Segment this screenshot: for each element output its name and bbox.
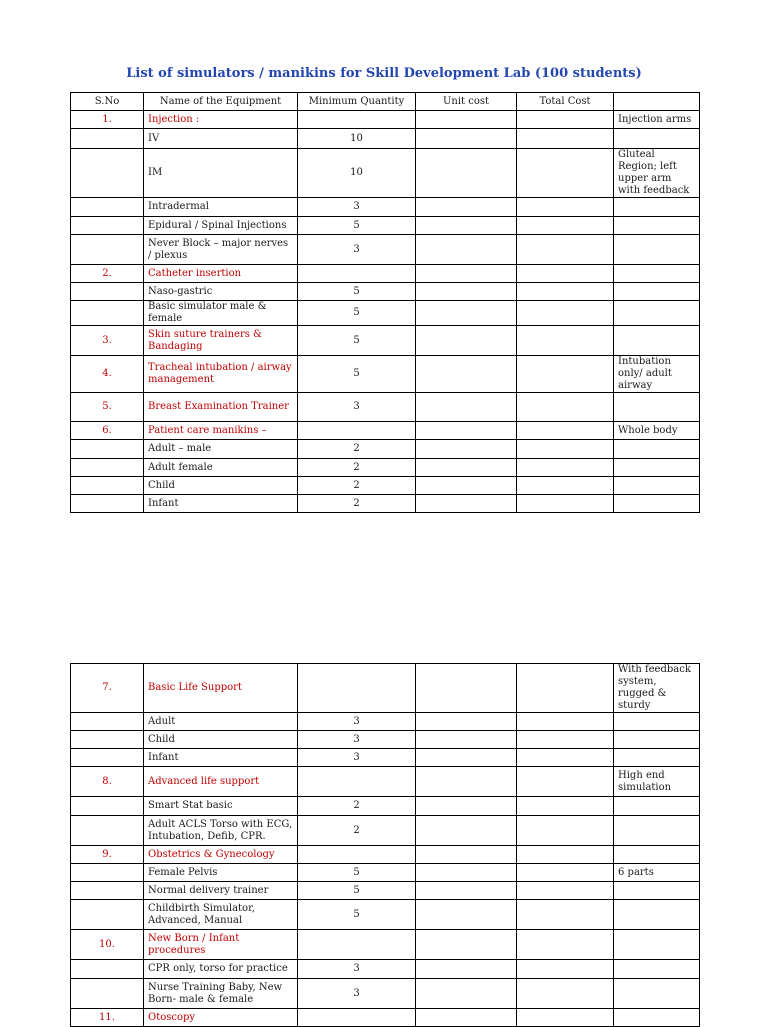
- equipment-name-cell: Basic Life Support: [144, 664, 298, 713]
- unit-cost-cell: [416, 900, 517, 930]
- table-row: [71, 664, 700, 713]
- sno-cell: [71, 960, 144, 979]
- equipment-name-cell: Injection :: [144, 111, 298, 129]
- min-quantity-cell: 3: [298, 198, 416, 217]
- equipment-name-cell: Epidural / Spinal Injections: [144, 217, 298, 235]
- equipment-name-cell: Adult female: [144, 459, 298, 477]
- min-quantity-cell: 5: [298, 217, 416, 235]
- table-row: [71, 283, 700, 301]
- total-cost-cell: [517, 265, 614, 283]
- min-quantity-cell: [298, 422, 416, 440]
- equipment-name-cell: Breast Examination Trainer: [144, 393, 298, 422]
- sno-cell: [71, 440, 144, 459]
- sno-cell: [71, 900, 144, 930]
- sno-cell: 8.: [71, 767, 144, 797]
- table-row: [71, 356, 700, 393]
- total-cost-cell: [517, 283, 614, 301]
- remarks-cell: [614, 900, 700, 930]
- unit-cost-cell: [416, 960, 517, 979]
- remarks-cell: Whole body: [614, 422, 700, 440]
- equipment-name-cell: Adult: [144, 713, 298, 731]
- total-cost-cell: [517, 930, 614, 960]
- sno-cell: 5.: [71, 393, 144, 422]
- equipment-name-cell: Smart Stat basic: [144, 797, 298, 816]
- remarks-cell: [614, 797, 700, 816]
- header-row: [71, 93, 700, 111]
- total-cost-cell: [517, 111, 614, 129]
- min-quantity-cell: [298, 846, 416, 864]
- header-total-cost: Total Cost: [517, 93, 614, 111]
- sno-cell: [71, 129, 144, 149]
- unit-cost-cell: [416, 495, 517, 513]
- unit-cost-cell: [416, 459, 517, 477]
- unit-cost-cell: [416, 816, 517, 846]
- total-cost-cell: [517, 477, 614, 495]
- sno-cell: [71, 459, 144, 477]
- total-cost-cell: [517, 149, 614, 198]
- table-row: [71, 864, 700, 882]
- total-cost-cell: [517, 864, 614, 882]
- header-sno: S.No: [71, 93, 144, 111]
- equipment-name-cell: Tracheal intubation / airway management: [144, 356, 298, 393]
- unit-cost-cell: [416, 864, 517, 882]
- table-row: [71, 265, 700, 283]
- equipment-name-cell: Catheter insertion: [144, 265, 298, 283]
- sno-cell: 6.: [71, 422, 144, 440]
- table-row: [71, 111, 700, 129]
- remarks-cell: [614, 816, 700, 846]
- equipment-name-cell: Basic simulator male & female: [144, 301, 298, 326]
- equipment-name-cell: Patient care manikins –: [144, 422, 298, 440]
- header-min-quantity: Minimum Quantity: [298, 93, 416, 111]
- unit-cost-cell: [416, 749, 517, 767]
- min-quantity-cell: 2: [298, 797, 416, 816]
- remarks-cell: [614, 283, 700, 301]
- equipment-name-cell: Advanced life support: [144, 767, 298, 797]
- sno-cell: [71, 797, 144, 816]
- remarks-cell: [614, 882, 700, 900]
- sno-cell: 2.: [71, 265, 144, 283]
- remarks-cell: [614, 713, 700, 731]
- table-row: [71, 816, 700, 846]
- min-quantity-cell: 10: [298, 149, 416, 198]
- min-quantity-cell: [298, 767, 416, 797]
- sno-cell: [71, 217, 144, 235]
- total-cost-cell: [517, 459, 614, 477]
- header-equipment: Name of the Equipment: [144, 93, 298, 111]
- equipment-name-cell: IV: [144, 129, 298, 149]
- equipment-name-cell: Female Pelvis: [144, 864, 298, 882]
- min-quantity-cell: 3: [298, 979, 416, 1009]
- sno-cell: 7.: [71, 664, 144, 713]
- table-row: [71, 459, 700, 477]
- remarks-cell: [614, 477, 700, 495]
- total-cost-cell: [517, 664, 614, 713]
- table-1-body: [71, 111, 700, 513]
- equipment-table-1: [70, 92, 700, 513]
- remarks-cell: [614, 198, 700, 217]
- table-row: [71, 495, 700, 513]
- remarks-cell: [614, 393, 700, 422]
- total-cost-cell: [517, 326, 614, 356]
- unit-cost-cell: [416, 129, 517, 149]
- table-row: [71, 422, 700, 440]
- table-row: [71, 477, 700, 495]
- equipment-name-cell: Childbirth Simulator, Advanced, Manual: [144, 900, 298, 930]
- min-quantity-cell: 2: [298, 477, 416, 495]
- total-cost-cell: [517, 393, 614, 422]
- sno-cell: [71, 198, 144, 217]
- total-cost-cell: [517, 767, 614, 797]
- sno-cell: [71, 495, 144, 513]
- remarks-cell: [614, 960, 700, 979]
- min-quantity-cell: [298, 111, 416, 129]
- total-cost-cell: [517, 797, 614, 816]
- unit-cost-cell: [416, 882, 517, 900]
- remarks-cell: [614, 731, 700, 749]
- remarks-cell: 6 parts: [614, 864, 700, 882]
- header-remarks: [614, 93, 700, 111]
- equipment-name-cell: Naso-gastric: [144, 283, 298, 301]
- remarks-cell: Injection arms: [614, 111, 700, 129]
- equipment-name-cell: Child: [144, 477, 298, 495]
- min-quantity-cell: 2: [298, 440, 416, 459]
- table-row: [71, 960, 700, 979]
- unit-cost-cell: [416, 283, 517, 301]
- sno-cell: 3.: [71, 326, 144, 356]
- total-cost-cell: [517, 217, 614, 235]
- min-quantity-cell: 5: [298, 882, 416, 900]
- table-row: [71, 882, 700, 900]
- sno-cell: [71, 864, 144, 882]
- min-quantity-cell: 3: [298, 749, 416, 767]
- remarks-cell: Gluteal Region; left upper arm with feedback: [614, 149, 700, 198]
- remarks-cell: [614, 979, 700, 1009]
- sno-cell: [71, 149, 144, 198]
- min-quantity-cell: 5: [298, 301, 416, 326]
- total-cost-cell: [517, 235, 614, 265]
- total-cost-cell: [517, 749, 614, 767]
- equipment-name-cell: Infant: [144, 749, 298, 767]
- equipment-name-cell: Skin suture trainers & Bandaging: [144, 326, 298, 356]
- table-row: [71, 149, 700, 198]
- sno-cell: [71, 301, 144, 326]
- min-quantity-cell: 3: [298, 731, 416, 749]
- remarks-cell: [614, 129, 700, 149]
- remarks-cell: [614, 326, 700, 356]
- min-quantity-cell: 5: [298, 864, 416, 882]
- total-cost-cell: [517, 301, 614, 326]
- table-row: [71, 235, 700, 265]
- equipment-table-2: [70, 663, 700, 1027]
- unit-cost-cell: [416, 149, 517, 198]
- table-2-body: [71, 664, 700, 1027]
- min-quantity-cell: 5: [298, 326, 416, 356]
- total-cost-cell: [517, 495, 614, 513]
- document-title: List of simulators / manikins for Skill Development Lab (100 students): [126, 66, 642, 81]
- equipment-name-cell: Intradermal: [144, 198, 298, 217]
- min-quantity-cell: 5: [298, 356, 416, 393]
- table-row: [71, 900, 700, 930]
- table-row: [71, 797, 700, 816]
- table-row: [71, 326, 700, 356]
- remarks-cell: [614, 749, 700, 767]
- remarks-cell: High end simulation: [614, 767, 700, 797]
- table-row: [71, 217, 700, 235]
- table-row: [71, 129, 700, 149]
- min-quantity-cell: 10: [298, 129, 416, 149]
- unit-cost-cell: [416, 979, 517, 1009]
- table-row: [71, 198, 700, 217]
- min-quantity-cell: 3: [298, 960, 416, 979]
- table-row: [71, 440, 700, 459]
- sno-cell: [71, 477, 144, 495]
- unit-cost-cell: [416, 477, 517, 495]
- equipment-name-cell: Child: [144, 731, 298, 749]
- unit-cost-cell: [416, 393, 517, 422]
- unit-cost-cell: [416, 797, 517, 816]
- sno-cell: [71, 749, 144, 767]
- unit-cost-cell: [416, 731, 517, 749]
- remarks-cell: [614, 495, 700, 513]
- min-quantity-cell: 5: [298, 900, 416, 930]
- unit-cost-cell: [416, 356, 517, 393]
- header-unit-cost: Unit cost: [416, 93, 517, 111]
- equipment-name-cell: Adult ACLS Torso with ECG, Intubation, Defib, CPR.: [144, 816, 298, 846]
- table-row: [71, 749, 700, 767]
- total-cost-cell: [517, 440, 614, 459]
- sno-cell: [71, 882, 144, 900]
- sno-cell: [71, 283, 144, 301]
- min-quantity-cell: 2: [298, 495, 416, 513]
- total-cost-cell: [517, 356, 614, 393]
- sno-cell: [71, 816, 144, 846]
- total-cost-cell: [517, 129, 614, 149]
- min-quantity-cell: 2: [298, 459, 416, 477]
- min-quantity-cell: 2: [298, 816, 416, 846]
- sno-cell: 11.: [71, 1009, 144, 1027]
- unit-cost-cell: [416, 930, 517, 960]
- table-row: [71, 731, 700, 749]
- total-cost-cell: [517, 960, 614, 979]
- equipment-name-cell: IM: [144, 149, 298, 198]
- remarks-cell: [614, 301, 700, 326]
- min-quantity-cell: [298, 265, 416, 283]
- total-cost-cell: [517, 900, 614, 930]
- remarks-cell: [614, 459, 700, 477]
- total-cost-cell: [517, 713, 614, 731]
- sno-cell: 1.: [71, 111, 144, 129]
- unit-cost-cell: [416, 326, 517, 356]
- sno-cell: [71, 979, 144, 1009]
- equipment-name-cell: Infant: [144, 495, 298, 513]
- remarks-cell: Intubation only/ adult airway: [614, 356, 700, 393]
- equipment-name-cell: Never Block – major nerves / plexus: [144, 235, 298, 265]
- equipment-name-cell: New Born / Infant procedures: [144, 930, 298, 960]
- unit-cost-cell: [416, 846, 517, 864]
- equipment-name-cell: Otoscopy: [144, 1009, 298, 1027]
- total-cost-cell: [517, 422, 614, 440]
- min-quantity-cell: [298, 664, 416, 713]
- table-row: [71, 393, 700, 422]
- table-row: [71, 713, 700, 731]
- min-quantity-cell: 3: [298, 235, 416, 265]
- table-row: [71, 930, 700, 960]
- remarks-cell: With feedback system, rugged & sturdy: [614, 664, 700, 713]
- sno-cell: [71, 731, 144, 749]
- table-row: [71, 767, 700, 797]
- unit-cost-cell: [416, 301, 517, 326]
- unit-cost-cell: [416, 767, 517, 797]
- total-cost-cell: [517, 979, 614, 1009]
- min-quantity-cell: [298, 930, 416, 960]
- remarks-cell: [614, 440, 700, 459]
- sno-cell: [71, 235, 144, 265]
- total-cost-cell: [517, 198, 614, 217]
- remarks-cell: [614, 217, 700, 235]
- unit-cost-cell: [416, 217, 517, 235]
- unit-cost-cell: [416, 198, 517, 217]
- equipment-name-cell: Normal delivery trainer: [144, 882, 298, 900]
- sno-cell: 4.: [71, 356, 144, 393]
- unit-cost-cell: [416, 664, 517, 713]
- total-cost-cell: [517, 816, 614, 846]
- total-cost-cell: [517, 731, 614, 749]
- equipment-name-cell: Adult – male: [144, 440, 298, 459]
- sno-cell: 9.: [71, 846, 144, 864]
- table-row: [71, 846, 700, 864]
- unit-cost-cell: [416, 265, 517, 283]
- remarks-cell: [614, 846, 700, 864]
- sno-cell: [71, 713, 144, 731]
- total-cost-cell: [517, 846, 614, 864]
- unit-cost-cell: [416, 713, 517, 731]
- table-row: [71, 979, 700, 1009]
- unit-cost-cell: [416, 235, 517, 265]
- equipment-name-cell: Obstetrics & Gynecology: [144, 846, 298, 864]
- total-cost-cell: [517, 882, 614, 900]
- remarks-cell: [614, 265, 700, 283]
- sno-cell: 10.: [71, 930, 144, 960]
- table-row: [71, 301, 700, 326]
- min-quantity-cell: 3: [298, 713, 416, 731]
- min-quantity-cell: 3: [298, 393, 416, 422]
- equipment-name-cell: Nurse Training Baby, New Born- male & female: [144, 979, 298, 1009]
- unit-cost-cell: [416, 422, 517, 440]
- remarks-cell: [614, 930, 700, 960]
- unit-cost-cell: [416, 440, 517, 459]
- equipment-name-cell: CPR only, torso for practice: [144, 960, 298, 979]
- remarks-cell: [614, 235, 700, 265]
- min-quantity-cell: 5: [298, 283, 416, 301]
- unit-cost-cell: [416, 111, 517, 129]
